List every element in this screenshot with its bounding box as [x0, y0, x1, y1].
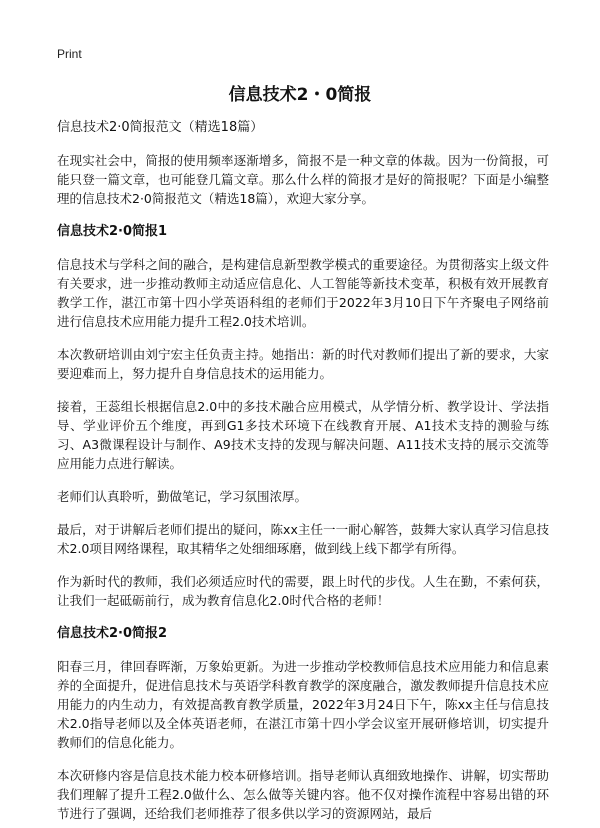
- section-paragraph: 作为新时代的教师，我们必须适应时代的需要，跟上时代的步伐。人生在勤，不索何获，让我们一起砥砺前行，成为教育信息化2.0时代合格的老师！: [57, 574, 549, 608]
- print-link[interactable]: Print: [57, 47, 82, 61]
- section-heading: 信息技术2·0简报2: [57, 626, 168, 641]
- section-paragraph: 阳春三月，律回春晖渐，万象始更新。为进一步推动学校教师信息技术应用能力和信息素养的全面提升，促进信息技术与英语学科教育教学的深度融合，激发教师提升信息技术应用能力的内生动力，有效提高教育教学质量，2022年3月24日下午，陈xx主任与信息技术2.0指导老师以及全体英语老师，在湛江市第十四小学会议室开展研修培训，切实提升教师们的信息化能力。: [57, 659, 549, 750]
- section-paragraph: 本次研修内容是信息技术能力校本研修培训。指导老师认真细致地操作、讲解，切实帮助我们理解了提升工程2.0做什么、怎么做等关键内容。他不仅对操作流程中容易出错的环节进行了强调，还给我们老师推荐了很多供以学习的资源网站，最后: [57, 768, 549, 821]
- intro-paragraph: 在现实社会中，简报的使用频率逐渐增多，简报不是一种文章的体裁。因为一份简报，可能只登一篇文章，也可能登几篇文章。那么什么样的简报才是好的简报呢？下面是小编整理的信息技术2·0简报范文（精选18篇），欢迎大家分享。: [57, 153, 549, 206]
- document-body: [57, 118, 549, 828]
- section-heading: 信息技术2·0简报1: [57, 224, 168, 239]
- page-title: 信息技术2・0简报: [228, 85, 372, 105]
- section-paragraph: 接着，王蕊组长根据信息2.0中的多技术融合应用模式，从学情分析、教学设计、学法指导、学业评价五个维度，再到G1多技术环境下在线教育开展、A1技术支持的测验与练习、A3微课程设计与制作、A9技术支持的发现与解决问题、A11技术支持的展示交流等应用能力点进行解读。: [57, 399, 549, 471]
- section-paragraph: 本次教研培训由刘宁宏主任负责主持。她指出：新的时代对教师们提出了新的要求，大家要迎难而上，努力提升自身信息技术的运用能力。: [57, 347, 549, 381]
- section-paragraph: 老师们认真聆听，勤做笔记，学习氛围浓厚。: [57, 489, 308, 504]
- document-subtitle: 信息技术2·0简报范文（精选18篇）: [57, 120, 264, 135]
- section-paragraph: 最后，对于讲解后老师们提出的疑问，陈xx主任一一耐心解答，鼓舞大家认真学习信息技术2.0项目网络课程，取其精华之处细细琢磨，做到线上线下都学有所得。: [57, 522, 549, 556]
- section-paragraph: 信息技术与学科之间的融合，是构建信息新型教学模式的重要途径。为贯彻落实上级文件有关要求，进一步推动教师主动适应信息化、人工智能等新技术变革，积极有效开展教育教学工作，湛江市第十四小学英语科组的老师们于2022年3月10日下午齐聚电子网络前进行信息技术应用能力提升工程2.0技术培训。: [57, 257, 549, 329]
